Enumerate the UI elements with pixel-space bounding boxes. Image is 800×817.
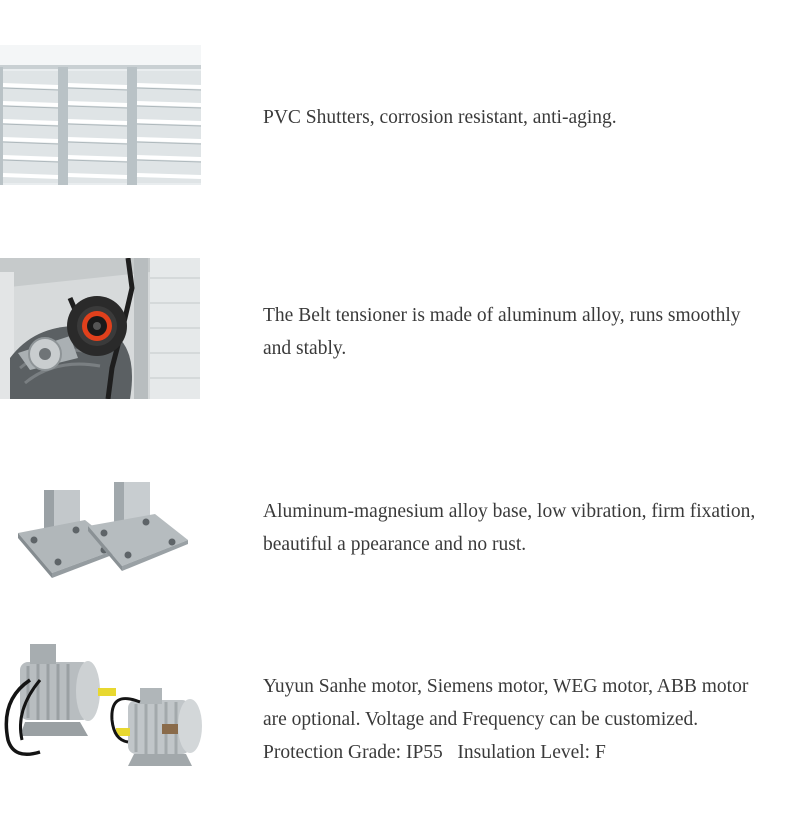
feature-line: Aluminum-magnesium alloy base, low vibration, firm fixation,	[263, 501, 756, 522]
feature-row-belt-tensioner	[0, 258, 800, 399]
feature-line: beautiful a ppearance and no rust.	[263, 534, 527, 555]
feature-line: Yuyun Sanhe motor, Siemens motor, WEG motor, ABB motor	[263, 676, 749, 697]
feature-line: Protection Grade: IP55 Insulation Level: F	[263, 742, 606, 763]
belt-tensioner-image	[0, 258, 200, 399]
feature-text-alloy-base	[263, 495, 755, 561]
feature-line: are optional. Voltage and Frequency can be customized.	[263, 709, 699, 730]
motor-image	[0, 640, 215, 775]
feature-text-belt-tensioner	[263, 299, 741, 365]
feature-text-shutters	[263, 101, 617, 134]
feature-row-alloy-base	[0, 478, 800, 578]
feature-text-motor	[263, 670, 748, 769]
feature-row-motor	[0, 640, 800, 775]
feature-row-shutters	[0, 45, 800, 185]
pvc-shutter-image	[0, 45, 201, 185]
alloy-base-image	[0, 478, 200, 578]
feature-line: The Belt tensioner is made of aluminum alloy, runs smoothly	[263, 305, 741, 326]
feature-line: and stably.	[263, 338, 347, 359]
feature-line: PVC Shutters, corrosion resistant, anti-aging.	[263, 107, 617, 128]
